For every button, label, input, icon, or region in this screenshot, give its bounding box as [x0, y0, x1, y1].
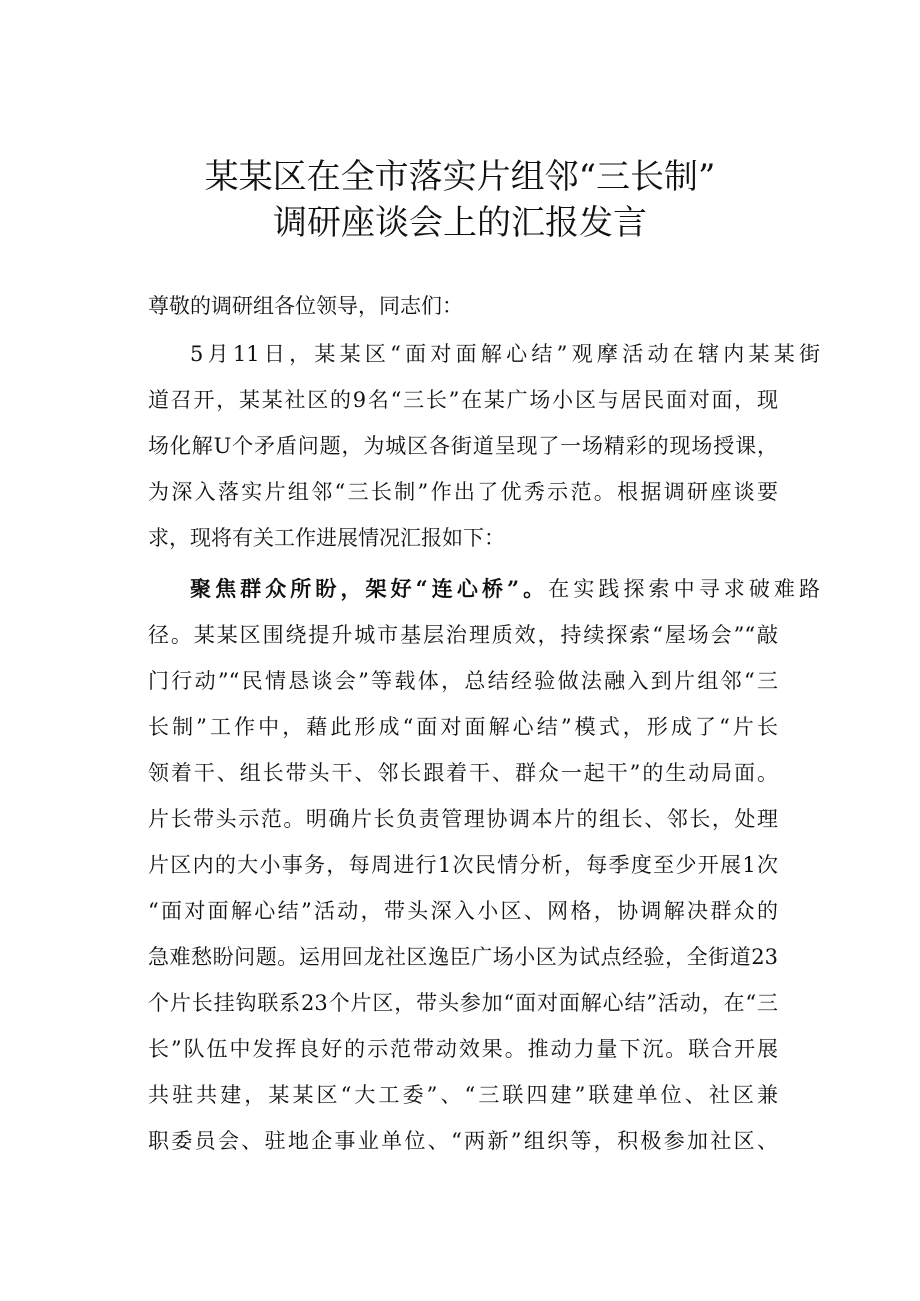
body-line: 领着干、组长带头干、邻长跟着干、群众一起干”的生动局面。 — [148, 761, 778, 785]
body-line: 门行动”“民情恳谈会”等载体，总结经验做法融入到片组邻“三 — [148, 669, 778, 693]
body-line: 片区内的大小事务，每周进行1次民情分析，每季度至少开展1次 — [148, 853, 778, 877]
body-line: 场化解U个矛盾问题，为城区各街道呈现了一场精彩的现场授课， — [148, 434, 778, 458]
body-line: 职委员会、驻地企事业单位、“两新”组织等，积极参加社区、 — [148, 1129, 778, 1153]
body-line: 个片长挂钩联系23个片区，带头参加“面对面解心结”活动，在“三 — [148, 991, 778, 1015]
body-line: 长制”工作中，藉此形成“面对面解心结”模式，形成了“片长 — [148, 715, 778, 739]
body-line: 急难愁盼问题。运用回龙社区逸臣广场小区为试点经验，全街道23 — [148, 945, 778, 969]
body-line: 共驻共建，某某区“大工委”、“三联四建”联建单位、社区兼 — [148, 1083, 778, 1107]
body-line: 求，现将有关工作进展情况汇报如下： — [148, 526, 505, 550]
body-line: 片长带头示范。明确片长负责管理协调本片的组长、邻长，处理 — [148, 807, 778, 831]
body-line: 聚焦群众所盼，架好“连心桥”。在实践探索中寻求破难路 — [190, 576, 820, 601]
document-title-line-2: 调研座谈会上的汇报发言 — [273, 203, 647, 243]
body-line: 长”队伍中发挥良好的示范带动效果。推动力量下沉。联合开展 — [148, 1037, 778, 1061]
body-line: 为深入落实片组邻“三长制”作出了优秀示范。根据调研座谈要 — [148, 480, 778, 504]
salutation: 尊敬的调研组各位领导，同志们： — [148, 294, 463, 318]
section-heading: 聚焦群众所盼，架好“连心桥”。 — [190, 576, 549, 601]
body-line: 径。某某区围绕提升城市基层治理质效，持续探索“屋场会”“敲 — [148, 623, 778, 647]
body-line: “面对面解心结”活动，带头深入小区、网格，协调解决群众的 — [148, 899, 778, 923]
body-line: 道召开，某某社区的9名“三长”在某广场小区与居民面对面，现 — [148, 388, 778, 412]
body-line: 5月11日，某某区“面对面解心结”观摩活动在辖内某某街 — [190, 342, 820, 366]
document-title-line-1: 某某区在全市落实片组邻“三长制” — [204, 157, 716, 197]
